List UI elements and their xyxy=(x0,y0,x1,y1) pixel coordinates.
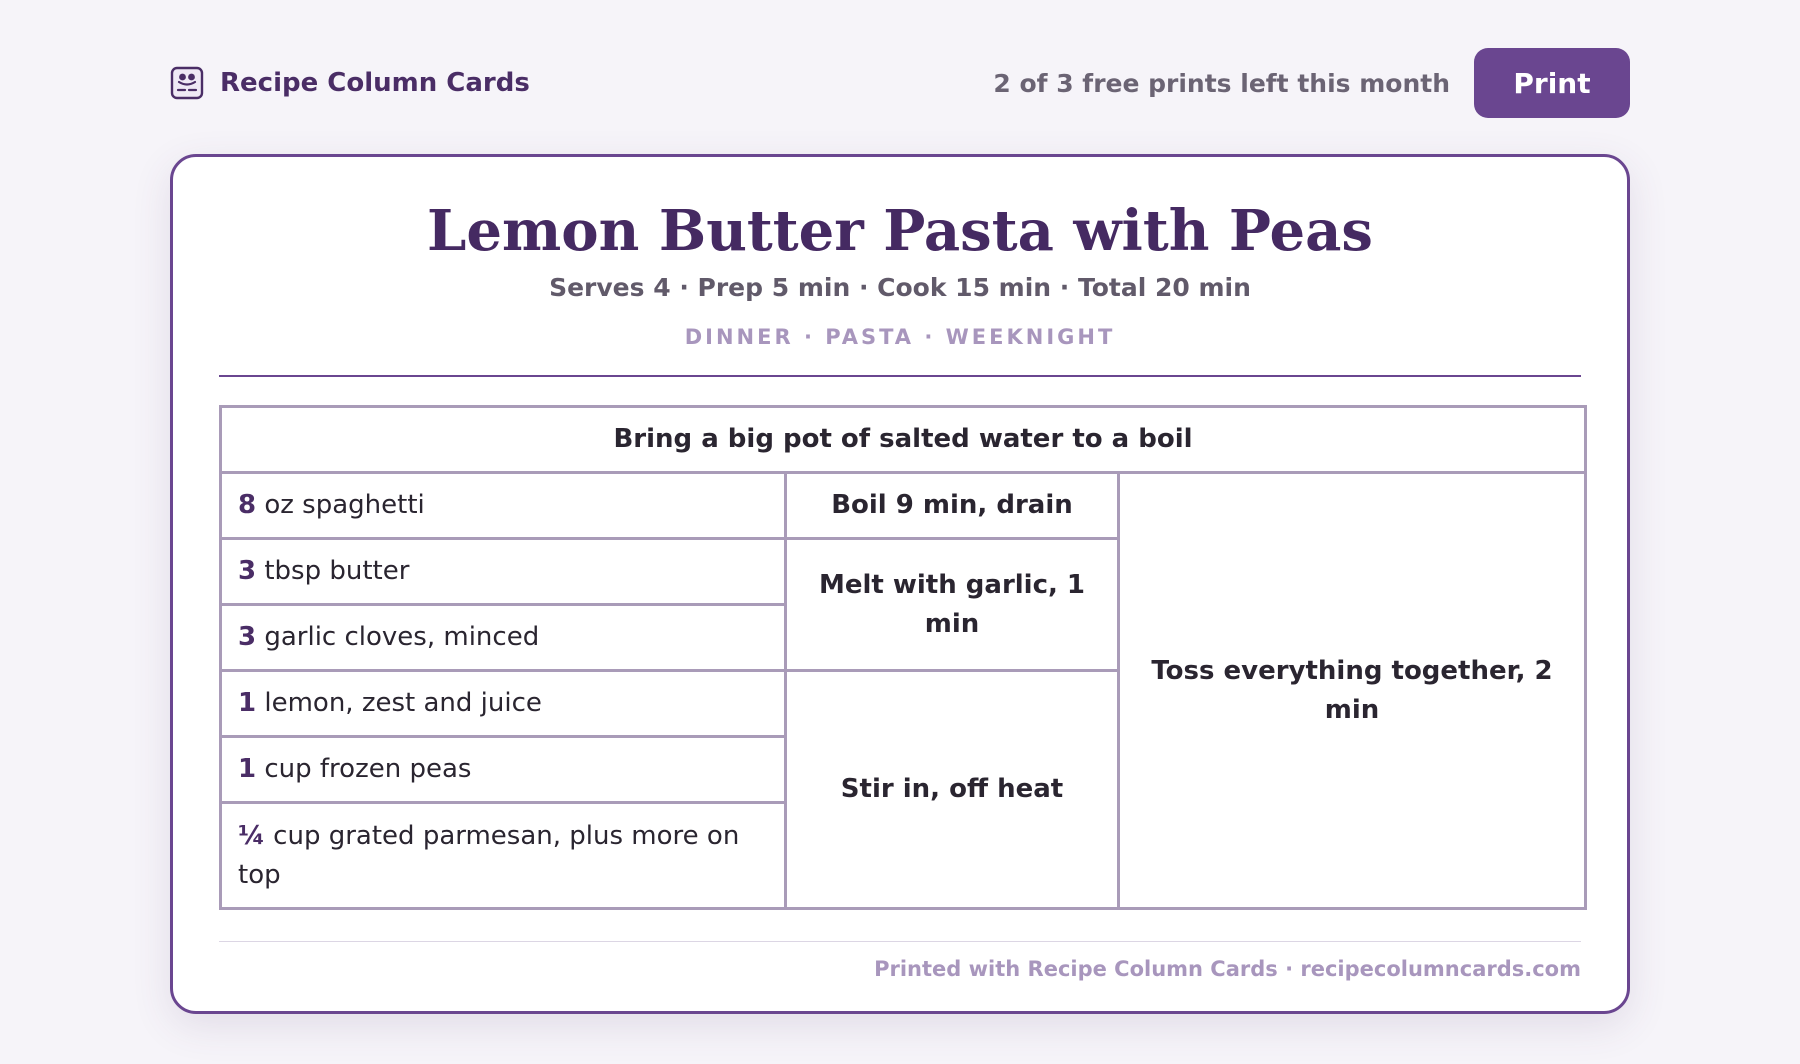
recipe-card-icon xyxy=(170,66,204,100)
step-cell-boil-water: Bring a big pot of salted water to a boil xyxy=(221,407,1586,473)
ingredient-cell xyxy=(221,473,786,539)
recipe-title: Lemon Butter Pasta with Peas xyxy=(427,198,1373,264)
ingredient-cell xyxy=(221,737,786,803)
ingredient-qty: 1 xyxy=(238,688,257,718)
ingredient-qty: ¼ xyxy=(238,820,265,851)
ingredient-cell xyxy=(221,539,786,605)
top-bar xyxy=(170,48,1630,118)
footer-divider xyxy=(219,941,1581,942)
recipe-column-table xyxy=(219,405,1587,910)
print-button[interactable]: Print xyxy=(1474,48,1630,118)
ingredient-text: garlic cloves, minced xyxy=(256,622,540,652)
app-name: Recipe Column Cards xyxy=(220,68,530,98)
card-footer-credit: Printed with Recipe Column Cards · recipecolumncards.com xyxy=(874,957,1581,981)
ingredient-text: oz spaghetti xyxy=(256,490,425,520)
header-actions xyxy=(993,48,1630,118)
ingredient-qty: 3 xyxy=(238,622,257,652)
ingredient-qty: 8 xyxy=(238,490,257,520)
step-cell-toss: Toss everything together, 2 min xyxy=(1119,473,1586,909)
ingredient-text: lemon, zest and juice xyxy=(256,688,542,718)
ingredient-cell xyxy=(221,671,786,737)
ingredient-text: tbsp butter xyxy=(256,556,410,586)
ingredient-cell xyxy=(221,605,786,671)
step-cell-stir: Stir in, off heat xyxy=(786,671,1119,909)
ingredient-qty: 3 xyxy=(238,556,257,586)
recipe-card-content xyxy=(219,157,1581,1011)
step-cell-melt: Melt with garlic, 1 min xyxy=(786,539,1119,671)
ingredient-qty: 1 xyxy=(238,754,257,784)
ingredient-text: cup grated parmesan, plus more on top xyxy=(238,820,740,890)
print-quota-text: 2 of 3 free prints left this month xyxy=(993,68,1450,98)
recipe-tags: DINNER · PASTA · WEEKNIGHT xyxy=(684,325,1116,349)
brand xyxy=(170,66,530,100)
ingredient-cell xyxy=(221,803,786,909)
title-divider xyxy=(219,375,1581,377)
ingredient-text: cup frozen peas xyxy=(256,754,472,784)
step-cell-boil: Boil 9 min, drain xyxy=(786,473,1119,539)
recipe-meta: Serves 4 · Prep 5 min · Cook 15 min · Total 20 min xyxy=(549,273,1251,302)
recipe-card xyxy=(170,154,1630,1014)
